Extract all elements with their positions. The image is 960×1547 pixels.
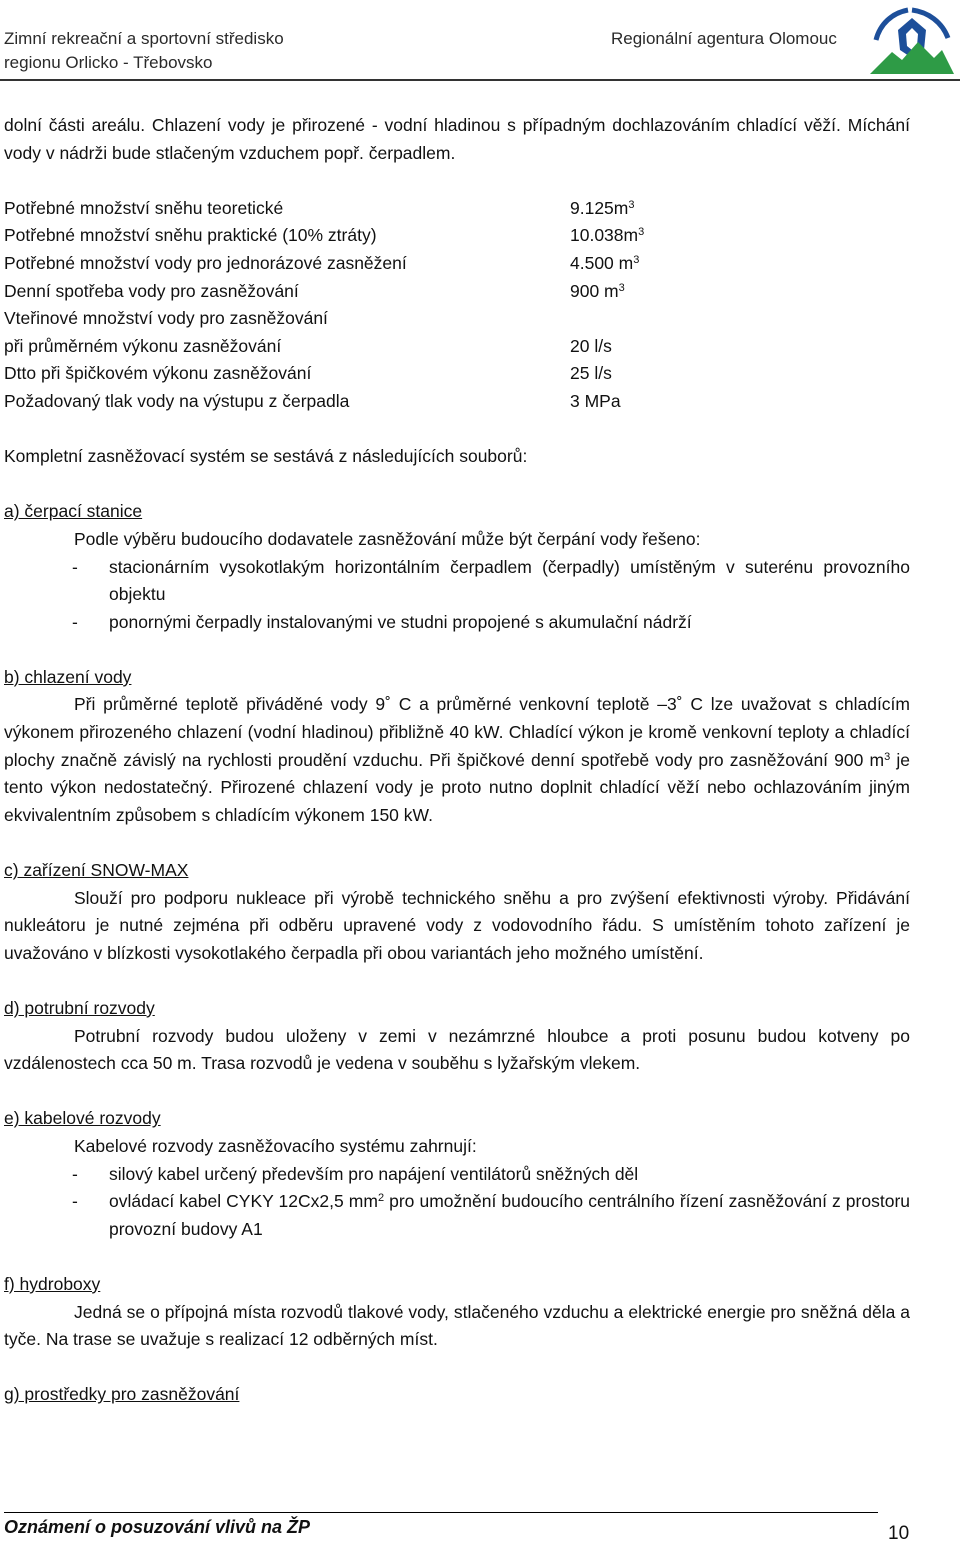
list-dash: - bbox=[72, 1191, 78, 1212]
section-a-text: Podle výběru budoucího dodavatele zasněžování může být čerpání vody řešeno: bbox=[74, 528, 701, 549]
spec-row bbox=[4, 195, 910, 223]
section-b-heading: b) chlazení vody bbox=[4, 666, 132, 687]
spec-label: při průměrném výkonu zasněžování bbox=[4, 335, 282, 356]
section-d-heading: d) potrubní rozvody bbox=[4, 998, 155, 1018]
list-item: - silový kabel určený především pro napájení ventilátorů sněžných děl bbox=[4, 1161, 910, 1189]
section-e-text: Kabelové rozvody zasněžovacího systému zahrnují: bbox=[74, 1135, 477, 1156]
section-d-text: Potrubní rozvody budou uloženy v zemi v nezámrzné hloubce a proti posunu budou kotveny po vzdálenostech cca 50 m. Trasa rozvodů je vedena v souběhu s lyžařským vlekem. bbox=[4, 1025, 910, 1074]
header-project-region: regionu Orlicko - Třebovsko bbox=[4, 53, 213, 72]
spec-value: 20 l/s bbox=[570, 335, 612, 356]
spec-label: Denní spotřeba vody pro zasněžování bbox=[4, 280, 299, 301]
footer-document-title: Oznámení o posuzování vlivů na ŽP bbox=[4, 1517, 311, 1537]
list-dash: - bbox=[72, 611, 78, 632]
header-divider bbox=[0, 79, 960, 81]
spec-row bbox=[4, 305, 910, 333]
header-project-title: Zimní rekreační a sportovní středisko bbox=[4, 29, 284, 48]
spec-row bbox=[4, 333, 910, 361]
section-c-heading: c) zařízení SNOW-MAX bbox=[4, 860, 189, 881]
page-number: 10 bbox=[888, 1523, 910, 1544]
list-dash: - bbox=[72, 1163, 78, 1184]
section-f-text: Jedná se o přípojná místa rozvodů tlakové vody, stlačeného vzduchu a elektrické energie pro sněžná děla a tyče. Na trase se uvažuje s realizací 12 odběrných míst. bbox=[4, 1301, 910, 1350]
list-item: - stacionárním vysokotlakým horizontálním čerpadlem (čerpadly) umístěným v suterénu provozního objektu bbox=[4, 554, 910, 609]
section-a-heading: a) čerpací stanice bbox=[4, 501, 143, 522]
spec-label: Potřebné množství sněhu teoretické bbox=[4, 197, 284, 218]
list-item: - ponornými čerpadly instalovanými ve studni propojené s akumulační nádrží bbox=[4, 609, 910, 637]
list-dash: - bbox=[72, 556, 78, 577]
list-item: - ovládací kabel CYKY 12Cx2,5 $mm^2$ pro umožnění budoucího centrálního řízení zasněžování z prostoru provozní budovy A1 bbox=[4, 1188, 910, 1243]
spec-row bbox=[4, 360, 910, 388]
spec-label: Potřebné množství vody pro jednorázové zasněžení bbox=[4, 252, 407, 273]
spec-value: $9.125m^3$ bbox=[570, 197, 635, 218]
header-agency-name: Regionální agentura Olomouc bbox=[611, 29, 837, 48]
section-b-text: Při průměrné teplotě přiváděné vody 9˚ C a průměrné venkovní teplotě –3˚ C lze uvažovat s chladícím výkonem přirozeného chlazení (vodní hladinou) přibližně 40 kW. Chladící výkon je kromě venkovní teploty a chladící plochy značně závislý na rychlosti proudění vzduchu. Při špičkové denní spotřebě vody pro zasněžování 900 $m^3$ je tento výkon nedostatečný. Přirozené chlazení vody je proto nutno doplnit chladící věží nebo ochlazováním jiným ekvivalentním způsobem s chladícím výkonem 150 kW. bbox=[4, 694, 910, 825]
spec-value: 25 l/s bbox=[570, 363, 612, 384]
section-e-heading: e) kabelové rozvody bbox=[4, 1108, 161, 1129]
spec-row bbox=[4, 388, 910, 416]
spec-value: 4.500 $m^3$ bbox=[570, 252, 640, 273]
footer-divider bbox=[4, 1512, 878, 1513]
document-body bbox=[4, 112, 910, 1409]
spec-label: Dtto při špičkovém výkonu zasněžování bbox=[4, 363, 312, 384]
spec-row bbox=[4, 278, 910, 306]
spec-table bbox=[4, 195, 910, 416]
section-c-text: Slouží pro podporu nukleace při výrobě technického sněhu a pro zvýšení efektivnosti výroby. Přidávání nukleátoru je nutné zejména při odběru upravené vody z vodovodního řádu. S umístěním tohoto zařízení je uvažováno v blízkosti vysokotlakého čerpadla při obou variantách jeho možného umístění. bbox=[4, 887, 910, 963]
spec-value: 3 MPa bbox=[570, 390, 621, 411]
page-header bbox=[0, 0, 960, 80]
spec-label: Potřebné množství sněhu praktické (10% ztráty) bbox=[4, 225, 377, 246]
section-g-heading: g) prostředky pro zasněžování bbox=[4, 1384, 240, 1405]
spec-value: $10.038m^3$ bbox=[570, 225, 645, 246]
system-intro: Kompletní zasněžovací systém se sestává z následujících souborů: bbox=[4, 446, 528, 467]
spec-value: 900 $m^3$ bbox=[570, 280, 625, 301]
spec-row bbox=[4, 250, 910, 278]
section-f-heading: f) hydroboxy bbox=[4, 1273, 101, 1294]
regional-agency-logo-icon bbox=[868, 4, 956, 76]
spec-label: Vteřinové množství vody pro zasněžování bbox=[4, 308, 328, 329]
spec-row bbox=[4, 222, 910, 250]
spec-label: Požadovaný tlak vody na výstupu z čerpadla bbox=[4, 390, 350, 411]
intro-paragraph: dolní části areálu. Chlazení vody je přirozené - vodní hladinou s případným dochlazováním chladící věží. Míchání vody v nádrži bude stlačeným vzduchem popř. čerpadlem. bbox=[4, 115, 910, 163]
